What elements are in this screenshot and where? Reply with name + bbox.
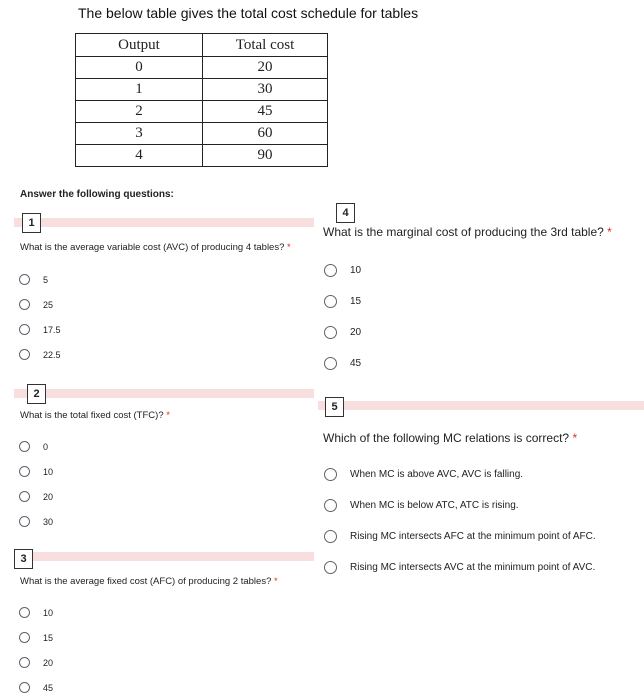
q3-option-3[interactable]	[19, 657, 53, 668]
output-cell: 1	[76, 79, 203, 101]
radio-button[interactable]	[19, 274, 30, 285]
total-cost-cell: 30	[203, 79, 328, 101]
option-label: 45	[350, 358, 362, 369]
radio-button[interactable]	[19, 299, 30, 310]
radio-button[interactable]	[19, 349, 30, 360]
radio-button[interactable]	[19, 657, 30, 668]
question-4-text	[323, 225, 612, 239]
question-4-number: 4	[336, 203, 355, 223]
q2-option-4[interactable]	[19, 516, 53, 527]
radio-button[interactable]	[19, 466, 30, 477]
total-cost-cell: 45	[203, 101, 328, 123]
option-label: 20	[43, 657, 54, 668]
table-row	[76, 145, 328, 167]
q5-option-1[interactable]	[324, 468, 523, 481]
q2-option-1[interactable]	[19, 441, 48, 452]
required-asterisk: *	[287, 242, 291, 253]
option-label: Rising MC intersects AVC at the minimum point of AVC.	[350, 562, 596, 573]
q5-option-3[interactable]	[324, 530, 596, 543]
q5-option-4[interactable]	[324, 561, 595, 574]
question-2-number: 2	[27, 384, 46, 404]
q2-option-3[interactable]	[19, 491, 53, 502]
page-title: The below table gives the total cost schedule for tables	[78, 5, 419, 21]
output-cell: 4	[76, 145, 203, 167]
q2-option-2[interactable]	[19, 466, 53, 477]
q1-option-4[interactable]	[19, 349, 61, 360]
output-cell: 3	[76, 123, 203, 145]
table-row	[76, 101, 328, 123]
required-asterisk: *	[274, 576, 278, 587]
q1-option-2[interactable]	[19, 299, 53, 310]
option-label: 10	[350, 265, 362, 276]
question-5-text	[323, 431, 577, 445]
option-label: 45	[43, 682, 54, 693]
radio-button[interactable]	[19, 441, 30, 452]
q1-option-3[interactable]	[19, 324, 61, 335]
instructions-text: Answer the following questions:	[20, 189, 174, 200]
option-label: 30	[43, 516, 54, 527]
question-5-label: Which of the following MC relations is correct?	[323, 431, 570, 445]
required-asterisk: *	[572, 431, 578, 445]
radio-button[interactable]	[19, 516, 30, 527]
q4-option-4[interactable]	[324, 357, 361, 370]
total-cost-cell: 20	[203, 57, 328, 79]
option-label: 0	[43, 441, 49, 452]
question-2-text	[20, 410, 170, 421]
option-label: 10	[43, 607, 54, 618]
question-3-label: What is the average fixed cost (AFC) of producing 2 tables?	[20, 576, 272, 587]
question-1-text	[20, 242, 291, 253]
question-4-label: What is the marginal cost of producing the 3rd table?	[323, 225, 604, 239]
radio-button[interactable]	[324, 530, 337, 543]
radio-button[interactable]	[324, 264, 337, 277]
radio-button[interactable]	[19, 324, 30, 335]
option-label: 20	[43, 491, 54, 502]
total-cost-cell: 60	[203, 123, 328, 145]
option-label: 5	[43, 274, 49, 285]
q3-option-2[interactable]	[19, 632, 53, 643]
radio-button[interactable]	[19, 491, 30, 502]
q3-option-1[interactable]	[19, 607, 53, 618]
option-label: 10	[43, 466, 54, 477]
option-label: 20	[350, 327, 362, 338]
q4-option-3[interactable]	[324, 326, 361, 339]
question-3-text	[20, 576, 278, 587]
total-cost-table	[75, 33, 328, 167]
question-1-number: 1	[22, 213, 41, 233]
q1-option-1[interactable]	[19, 274, 48, 285]
radio-button[interactable]	[324, 561, 337, 574]
radio-button[interactable]	[19, 632, 30, 643]
q3-option-4[interactable]	[19, 682, 53, 693]
option-label: Rising MC intersects AFC at the minimum point of AFC.	[350, 531, 596, 542]
output-cell: 0	[76, 57, 203, 79]
q4-option-1[interactable]	[324, 264, 361, 277]
option-label: 15	[350, 296, 362, 307]
question-3-number: 3	[14, 549, 33, 569]
option-label: 25	[43, 299, 54, 310]
option-label: When MC is above AVC, AVC is falling.	[350, 469, 524, 480]
option-label: 15	[43, 632, 54, 643]
required-asterisk: *	[166, 410, 170, 421]
radio-button[interactable]	[324, 499, 337, 512]
question-5-divider	[318, 401, 644, 410]
q5-option-2[interactable]	[324, 499, 519, 512]
question-1-divider	[14, 218, 314, 227]
option-label: 17.5	[43, 324, 61, 335]
radio-button[interactable]	[19, 607, 30, 618]
question-2-label: What is the total fixed cost (TFC)?	[20, 410, 164, 421]
required-asterisk: *	[607, 225, 612, 239]
radio-button[interactable]	[324, 468, 337, 481]
column-header-total-cost: Total cost	[203, 34, 328, 57]
option-label: When MC is below ATC, ATC is rising.	[350, 500, 519, 511]
option-label: 22.5	[43, 349, 61, 360]
radio-button[interactable]	[19, 682, 30, 693]
table-row	[76, 57, 328, 79]
column-header-output: Output	[76, 34, 203, 57]
table-row	[76, 123, 328, 145]
radio-button[interactable]	[324, 295, 337, 308]
table-row	[76, 79, 328, 101]
question-3-divider	[14, 552, 314, 561]
output-cell: 2	[76, 101, 203, 123]
table-header-row	[76, 34, 328, 57]
question-1-label: What is the average variable cost (AVC) of producing 4 tables?	[20, 242, 285, 253]
radio-button[interactable]	[324, 326, 337, 339]
total-cost-cell: 90	[203, 145, 328, 167]
q4-option-2[interactable]	[324, 295, 361, 308]
radio-button[interactable]	[324, 357, 337, 370]
question-2-divider	[14, 389, 314, 398]
question-5-number: 5	[325, 397, 344, 417]
